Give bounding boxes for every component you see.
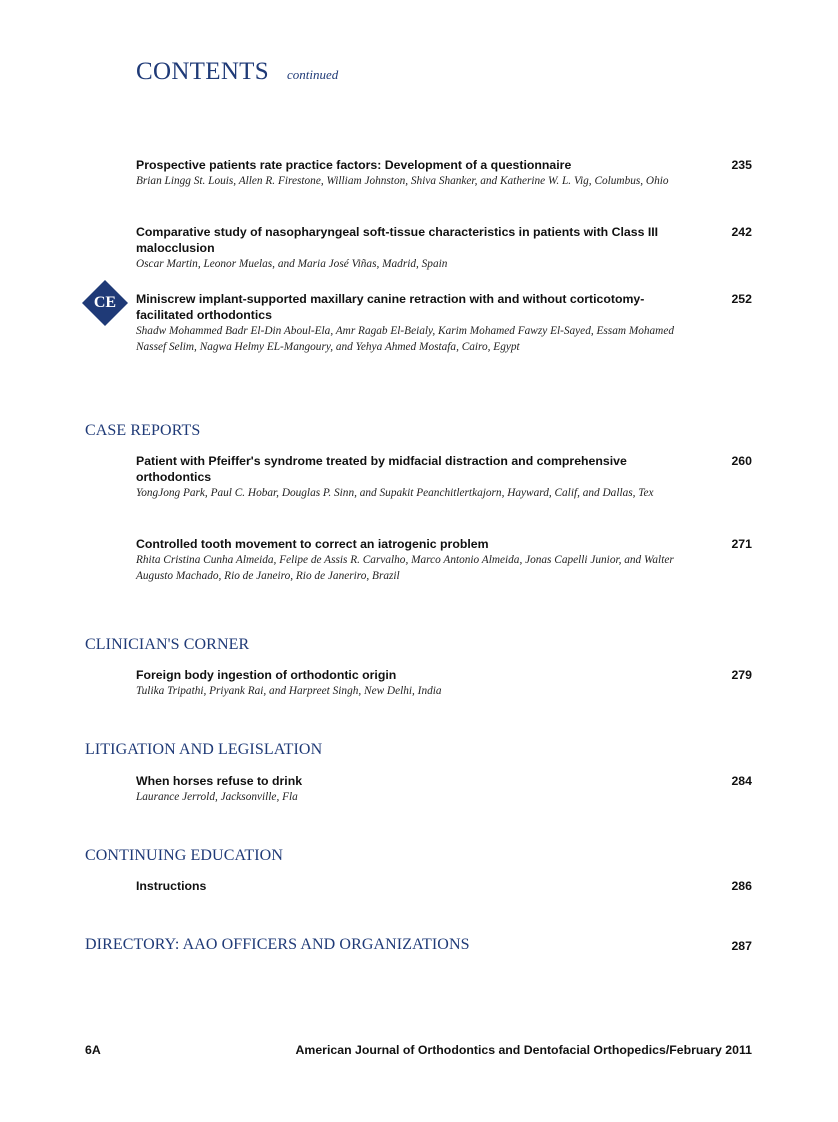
- page-number: 287: [731, 939, 752, 953]
- toc-entry[interactable]: [136, 773, 752, 805]
- section-heading-case-reports: CASE REPORTS: [85, 422, 201, 439]
- ce-badge-icon: [82, 280, 128, 326]
- section-heading-litigation: LITIGATION AND LEGISLATION: [85, 741, 323, 758]
- section-heading-continuing-education: CONTINUING EDUCATION: [85, 847, 283, 864]
- page-number: 286: [731, 879, 752, 893]
- article-title[interactable]: Controlled tooth movement to correct an iatrogenic problem: [136, 537, 489, 551]
- page-number: 260: [731, 454, 752, 468]
- section-heading-clinicians-corner: CLINICIAN'S CORNER: [85, 636, 250, 653]
- page-number: 284: [731, 774, 752, 788]
- article-authors: Rhita Cristina Cunha Almeida, Felipe de Assis R. Carvalho, Marco Antonio Almeida, Jonas Capelli Junior, and Walter Augusto Machado, Rio de Janeiro, Rio de Janeriro, Brazil: [136, 554, 674, 582]
- article-title[interactable]: Prospective patients rate practice factors: Development of a questionnaire: [136, 158, 572, 172]
- toc-entry[interactable]: [136, 291, 752, 355]
- article-title[interactable]: Foreign body ingestion of orthodontic origin: [136, 668, 397, 682]
- article-authors: Laurance Jerrold, Jacksonville, Fla: [136, 791, 298, 803]
- article-title[interactable]: When horses refuse to drink: [136, 774, 303, 788]
- article-title[interactable]: Instructions: [136, 879, 207, 893]
- page-number: 242: [731, 225, 752, 239]
- article-authors: Tulika Tripathi, Priyank Rai, and Harpreet Singh, New Delhi, India: [136, 685, 442, 697]
- article-title[interactable]: Patient with Pfeiffer's syndrome treated by midfacial distraction and comprehensive orthodontics: [136, 454, 627, 484]
- footer-page-label: 6A: [85, 1043, 101, 1057]
- page-number: 279: [731, 668, 752, 682]
- toc-entry[interactable]: [136, 878, 752, 894]
- ce-badge-label: CE: [93, 294, 117, 311]
- toc-entry[interactable]: [136, 157, 752, 189]
- footer-journal: American Journal of Orthodontics and Dentofacial Orthopedics/February 2011: [295, 1043, 752, 1057]
- article-authors: YongJong Park, Paul C. Hobar, Douglas P. Sinn, and Supakit Peanchitlertkajorn, Hayward, Calif, and Dallas, Tex: [136, 487, 654, 499]
- article-authors: Shadw Mohammed Badr El-Din Aboul-Ela, Amr Ragab El-Beialy, Karim Mohamed Fawzy El-Sayed, Essam Mohamed Nassef Selim, Nagwa Helmy EL-Mangoury, and Yehya Ahmed Mostafa, Cairo, Egypt: [136, 325, 674, 353]
- section-heading-directory[interactable]: DIRECTORY: AAO OFFICERS AND ORGANIZATIONS: [85, 936, 470, 953]
- toc-entry[interactable]: [136, 536, 752, 584]
- article-title[interactable]: Comparative study of nasopharyngeal soft-tissue characteristics in patients with Class III malocclusion: [136, 225, 659, 255]
- toc-entry[interactable]: [136, 453, 752, 501]
- toc-entry[interactable]: [136, 224, 752, 272]
- article-authors: Brian Lingg St. Louis, Allen R. Firestone, William Johnston, Shiva Shanker, and Katherine W. L. Vig, Columbus, Ohio: [136, 175, 669, 187]
- article-authors: Oscar Martin, Leonor Muelas, and Maria José Viñas, Madrid, Spain: [136, 258, 448, 270]
- contents-heading: CONTENTS: [136, 58, 269, 85]
- continued-label: continued: [286, 67, 339, 82]
- page-number: 235: [731, 158, 752, 172]
- toc-entry[interactable]: [136, 667, 752, 699]
- article-title[interactable]: Miniscrew implant-supported maxillary canine retraction with and without corticotomy-facilitated orthodontics: [136, 292, 645, 322]
- page-number: 271: [731, 537, 752, 551]
- page-number: 252: [731, 292, 752, 306]
- page-title: [136, 58, 338, 86]
